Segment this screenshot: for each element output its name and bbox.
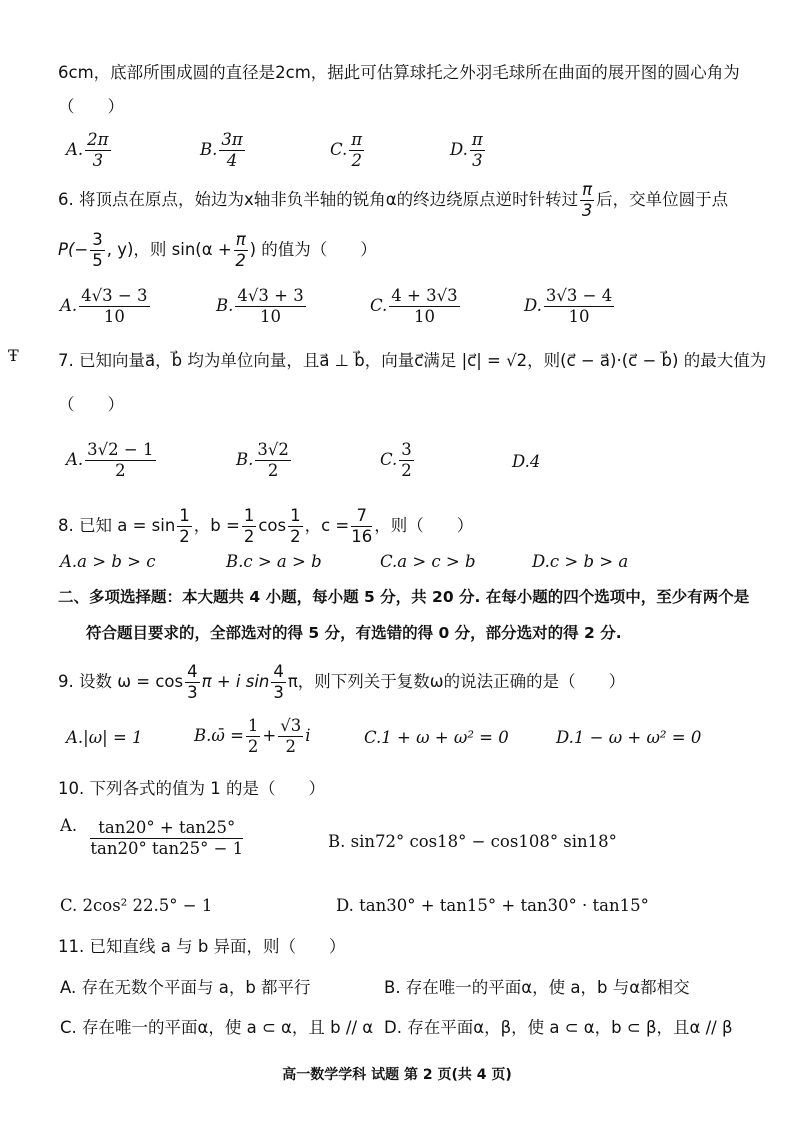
q5-option-b: B. $\frac{3\pi}{4}$ [200, 130, 243, 170]
q8-options [58, 552, 764, 576]
q9-stem: 9. 设数 ω = cos $\frac{4}{3}$ π + i sin $\frac{4}{3}$ π，则下列关于复数ω的说法正确的是（ ） [58, 662, 626, 702]
q6-stem-line1: 6. 将顶点在原点，始边为x轴非负半轴的锐角α的终边绕原点逆时针转过 $\frac{\pi}{3}$ 后，交单位圆于点 [58, 180, 729, 220]
q7-stem: 7. 已知向量a⃗，b⃗ 均为单位向量，且a⃗ ⊥ b⃗，向量c⃗满足 |c⃗| = √2，则(c⃗ − a⃗)·(c⃗ − b⃗) 的最大值为 [58, 351, 767, 370]
q10-options-row1 [58, 818, 764, 874]
q11-stem: 11. 已知直线 a 与 b 异面，则（ ） [58, 937, 346, 956]
q10-options-row2 [58, 896, 764, 920]
q7-option-c: C. $\frac{3}{2}$ [380, 440, 412, 480]
q8-option-b: B.c > a > b [226, 552, 322, 571]
q8-option-c: C.a > c > b [380, 552, 476, 571]
q8-option-a: A.a > b > c [60, 552, 156, 571]
q11-option-c: C. 存在唯一的平面α，使 a ⊂ α，且 b // α [60, 1018, 374, 1037]
q11-option-d: D. 存在平面α，β，使 a ⊂ α，b ⊂ β，且α // β [384, 1018, 733, 1037]
q10-option-b: B. sin72° cos18° − cos108° sin18° [328, 832, 617, 851]
q10-stem: 10. 下列各式的值为 1 的是（ ） [58, 779, 325, 798]
section2-heading-line1: 二、多项选择题：本大题共 4 小题，每小题 5 分，共 20 分. 在每小题的四个选项中，至少有两个是 [58, 588, 750, 606]
q7-option-b: B. $\frac{3√2}{2}$ [236, 440, 289, 480]
q6-options [58, 286, 764, 332]
q10-option-d: D. tan30° + tan15° + tan30° · tan15° [336, 896, 649, 915]
q5-options [58, 130, 764, 176]
q11-options-row1 [58, 974, 764, 998]
q5-option-c: C. $\frac{\pi}{2}$ [330, 130, 363, 170]
section2-heading-line2: 符合题目要求的，全部选对的得 5 分，有选错的得 0 分，部分选对的得 2 分. [86, 624, 622, 642]
q11-option-a: A. 存在无数个平面与 a，b 都平行 [60, 978, 311, 997]
q11-option-b: B. 存在唯一的平面α，使 a，b 与α都相交 [384, 978, 690, 997]
page-footer: 高一数学学科 试题 第 2 页(共 4 页) [282, 1067, 512, 1083]
q9-option-a: A.|ω| = 1 [66, 728, 143, 747]
q8-option-d: D.c > b > a [532, 552, 629, 571]
q5-option-d: D. $\frac{\pi}{3}$ [450, 130, 483, 170]
q9-option-b: B.ω̄ = $\frac{1}{2}$ + $\frac{√3}{2}$ i [194, 716, 311, 756]
q9-option-c: C.1 + ω + ω² = 0 [364, 728, 509, 747]
q9-option-d: D.1 − ω + ω² = 0 [556, 728, 702, 747]
q11-options-row2 [58, 1014, 764, 1038]
q8-stem: 8. 已知 a = sin $\frac{1}{2}$ ，b = $\frac{1}{2}$ cos $\frac{1}{2}$ ，c = $\frac{7}{16}$ ，则（ ） [58, 506, 474, 546]
q10-option-c: C. 2cos² 22.5° − 1 [60, 896, 213, 915]
q6-option-a: A. $\frac{4√3 - 3}{10}$ [60, 286, 148, 326]
q6-option-d: D. $\frac{3√3 - 4}{10}$ [524, 286, 613, 326]
q6-stem-line2: P(− $\frac{3}{5}$ , y)，则 sin(α + $\frac{\pi}{2}$ ) 的值为（ ） [58, 230, 377, 270]
q5-answer-paren: （ ） [58, 97, 124, 116]
q7-answer-paren: （ ） [58, 395, 124, 414]
q9-options [58, 716, 764, 762]
q6-option-b: B. $\frac{4√3 + 3}{10}$ [216, 286, 304, 326]
margin-mark: Ŧ [8, 346, 19, 365]
q10-option-a: A. $\frac{\tan 20^\circ + \tan 25^\circ}{\tan 20^\circ \tan 25^\circ - 1}$ [60, 816, 244, 858]
q5-option-a: A. $\frac{2\pi}{3}$ [66, 130, 109, 170]
q7-option-a: A. $\frac{3√2 - 1}{2}$ [66, 440, 154, 480]
q7-option-d: D.4 [512, 452, 541, 471]
q7-options [58, 440, 764, 486]
q5-continuation: 6cm，底部所围成圆的直径是2cm，据此可估算球托之外羽毛球所在曲面的展开图的圆心角为 [58, 63, 740, 82]
q6-option-c: C. $\frac{4 + 3√3}{10}$ [370, 286, 458, 326]
